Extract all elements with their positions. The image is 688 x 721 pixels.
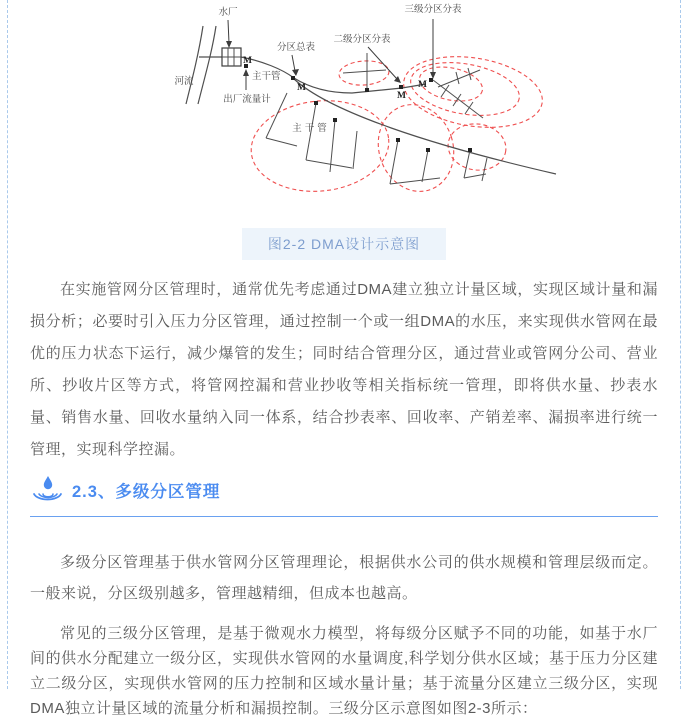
meter-m-1: M: [243, 56, 252, 66]
label-level2-meter: 二级分区分表: [333, 34, 391, 45]
label-zone-master-meter: 分区总表: [276, 42, 316, 53]
label-main-pipe-2: 主干管: [292, 123, 330, 134]
meter-m-2: M: [297, 83, 306, 93]
label-water-plant: 水厂: [218, 7, 238, 18]
paragraph-dma-management: 在实施管网分区管理时，通常优先考虑通过DMA建立独立计量区域，实现区域计量和漏损分析；必要时引入压力分区管理，通过控制一个或一组DMA的水压，来实现供水管网在最优的压力状态下运行，减少爆管的发生；同时结合管理分区，通过营业或管网分公司、营业所、抄收片区等方式，将管网控漏和营业抄收等相关指标统一管理，即将供水量、抄表水量、销售水量、回收水量纳入同一体系，结合抄表率、回收率、产销差率、漏损率进行统一管理，实现科学控漏。: [30, 281, 658, 458]
paragraph-multilevel-intro: 多级分区管理基于供水管网分区管理理论，根据供水公司的供水规模和管理层级而定。一般来说，分区级别越多，管理越精细，但成本也越高。: [30, 554, 658, 602]
paragraph-three-level-detail: 常见的三级分区管理，是基于微观水力模型，将每级分区赋予不同的功能，如基于水厂间的供水分配建立一级分区，实现供水管网的水量调度,科学划分供水区域；基于压力分区建立二级分区，实现供水管网的压力控制和区域水量计量；基于流量分区建立三级分区，实现DMA独立计量区域的流量分析和漏损控制。三级分区示意图如图2-3所示：: [30, 625, 658, 717]
label-main-pipe-1: 主干管: [252, 71, 281, 82]
meter-m-4: M: [418, 80, 427, 90]
label-outlet-flow-meter: 出厂流量计: [223, 94, 271, 105]
label-level3-meter: 三级分区分表: [404, 4, 462, 15]
water-drop-icon: [30, 474, 64, 506]
meter-m-3: M: [397, 91, 406, 101]
river-lines: [186, 26, 216, 104]
section-title: 2.3、多级分区管理: [72, 483, 221, 501]
dma-diagram: [0, 0, 688, 226]
water-plant-symbol: [222, 48, 241, 66]
label-river: 河流: [174, 76, 194, 87]
section-heading: [30, 474, 658, 517]
figure-caption: 图2-2 DMA设计示意图: [242, 228, 446, 260]
